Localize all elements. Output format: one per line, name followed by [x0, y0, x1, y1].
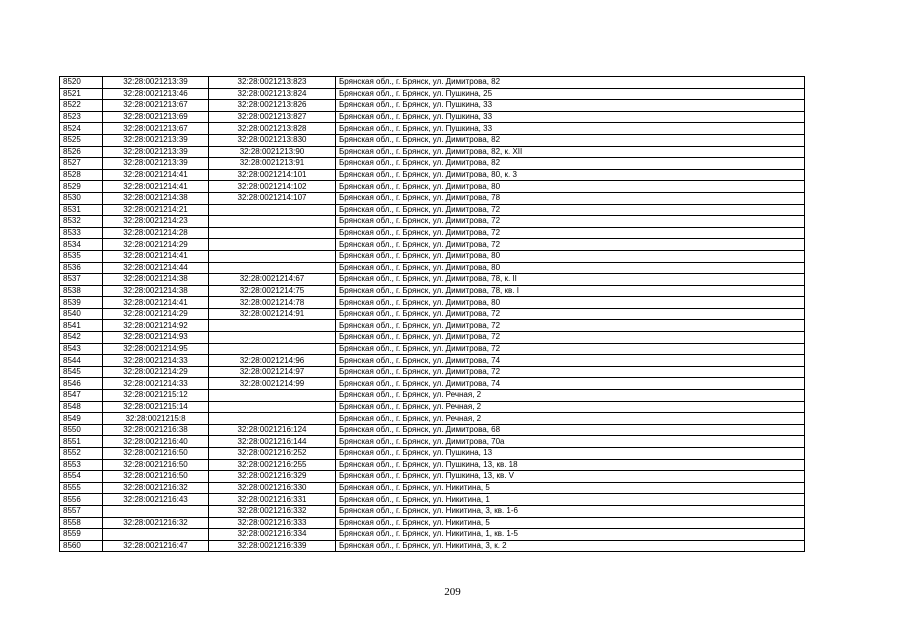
cadastral-object-cell: 32:28:0021216:333 — [209, 517, 336, 529]
table-row — [60, 448, 805, 460]
row-number-cell: 8549 — [60, 413, 103, 425]
cadastral-object-cell: 32:28:0021213:826 — [209, 100, 336, 112]
cadastral-parcel-cell: 32:28:0021214:33 — [103, 355, 209, 367]
address-cell: Брянская обл., г. Брянск, ул. Пушкина, 13, кв. 18 — [336, 459, 805, 471]
row-number-cell: 8536 — [60, 262, 103, 274]
row-number-cell: 8525 — [60, 134, 103, 146]
address-cell: Брянская обл., г. Брянск, ул. Димитрова, 82, к. XII — [336, 146, 805, 158]
cadastral-object-cell: 32:28:0021214:101 — [209, 169, 336, 181]
address-cell: Брянская обл., г. Брянск, ул. Никитина, 1 — [336, 494, 805, 506]
address-cell: Брянская обл., г. Брянск, ул. Димитрова, 74 — [336, 355, 805, 367]
row-number-cell: 8552 — [60, 448, 103, 460]
cadastral-parcel-cell: 32:28:0021213:39 — [103, 77, 209, 89]
cadastral-object-cell — [209, 390, 336, 402]
address-cell: Брянская обл., г. Брянск, ул. Димитрова, 72 — [336, 308, 805, 320]
row-number-cell: 8534 — [60, 239, 103, 251]
cadastral-object-cell: 32:28:0021216:124 — [209, 424, 336, 436]
cadastral-object-cell — [209, 401, 336, 413]
table-row — [60, 517, 805, 529]
row-number-cell: 8523 — [60, 111, 103, 123]
table-row — [60, 88, 805, 100]
cadastral-parcel-cell: 32:28:0021214:44 — [103, 262, 209, 274]
address-cell: Брянская обл., г. Брянск, ул. Димитрова, 78, к. II — [336, 274, 805, 286]
row-number-cell: 8533 — [60, 227, 103, 239]
address-cell: Брянская обл., г. Брянск, ул. Димитрова, 82 — [336, 134, 805, 146]
table-row — [60, 111, 805, 123]
cadastral-object-cell: 32:28:0021214:67 — [209, 274, 336, 286]
cadastral-parcel-cell: 32:28:0021213:39 — [103, 158, 209, 170]
row-number-cell: 8535 — [60, 250, 103, 262]
table-row — [60, 401, 805, 413]
table-row — [60, 158, 805, 170]
cadastral-parcel-cell: 32:28:0021214:33 — [103, 378, 209, 390]
cadastral-parcel-cell: 32:28:0021214:29 — [103, 239, 209, 251]
cadastral-object-cell — [209, 216, 336, 228]
table-row — [60, 192, 805, 204]
cadastral-object-cell — [209, 250, 336, 262]
row-number-cell: 8541 — [60, 320, 103, 332]
cadastral-object-cell: 32:28:0021216:252 — [209, 448, 336, 460]
cadastral-parcel-cell: 32:28:0021213:67 — [103, 100, 209, 112]
cadastral-object-cell: 32:28:0021213:827 — [209, 111, 336, 123]
cadastral-parcel-cell: 32:28:0021216:32 — [103, 517, 209, 529]
row-number-cell: 8555 — [60, 482, 103, 494]
address-cell: Брянская обл., г. Брянск, ул. Димитрова, 72 — [336, 343, 805, 355]
address-cell: Брянская обл., г. Брянск, ул. Никитина, 1, кв. 1-5 — [336, 529, 805, 541]
cadastral-parcel-cell: 32:28:0021214:95 — [103, 343, 209, 355]
row-number-cell: 8560 — [60, 540, 103, 552]
cadastral-object-cell — [209, 262, 336, 274]
cadastral-object-cell: 32:28:0021213:91 — [209, 158, 336, 170]
cadastral-object-cell: 32:28:0021216:332 — [209, 505, 336, 517]
table-row — [60, 77, 805, 89]
row-number-cell: 8530 — [60, 192, 103, 204]
cadastral-object-cell: 32:28:0021213:90 — [209, 146, 336, 158]
table-row — [60, 285, 805, 297]
cadastral-parcel-cell: 32:28:0021214:41 — [103, 297, 209, 309]
row-number-cell: 8529 — [60, 181, 103, 193]
cadastral-object-cell: 32:28:0021216:334 — [209, 529, 336, 541]
cadastral-object-cell — [209, 332, 336, 344]
table-row — [60, 390, 805, 402]
cadastral-object-cell: 32:28:0021214:75 — [209, 285, 336, 297]
cadastral-parcel-cell: 32:28:0021216:50 — [103, 459, 209, 471]
cadastral-parcel-cell: 32:28:0021214:41 — [103, 169, 209, 181]
table-row — [60, 320, 805, 332]
cadastral-parcel-cell: 32:28:0021216:50 — [103, 448, 209, 460]
row-number-cell: 8548 — [60, 401, 103, 413]
cadastral-object-cell — [209, 239, 336, 251]
row-number-cell: 8550 — [60, 424, 103, 436]
cadastral-parcel-cell: 32:28:0021214:29 — [103, 308, 209, 320]
cadastral-object-cell — [209, 320, 336, 332]
cadastral-object-cell: 32:28:0021216:255 — [209, 459, 336, 471]
cadastral-parcel-cell: 32:28:0021216:43 — [103, 494, 209, 506]
table-row — [60, 529, 805, 541]
address-cell: Брянская обл., г. Брянск, ул. Никитина, 5 — [336, 482, 805, 494]
cadastral-object-cell: 32:28:0021213:828 — [209, 123, 336, 135]
row-number-cell: 8521 — [60, 88, 103, 100]
address-cell: Брянская обл., г. Брянск, ул. Димитрова, 72 — [336, 227, 805, 239]
row-number-cell: 8528 — [60, 169, 103, 181]
cadastral-parcel-cell: 32:28:0021213:67 — [103, 123, 209, 135]
cadastral-parcel-cell: 32:28:0021215:14 — [103, 401, 209, 413]
table-row — [60, 424, 805, 436]
table-row — [60, 413, 805, 425]
address-cell: Брянская обл., г. Брянск, ул. Димитрова, 82 — [336, 77, 805, 89]
address-cell: Брянская обл., г. Брянск, ул. Димитрова, 80 — [336, 250, 805, 262]
table-row — [60, 459, 805, 471]
address-cell: Брянская обл., г. Брянск, ул. Речная, 2 — [336, 401, 805, 413]
address-cell: Брянская обл., г. Брянск, ул. Димитрова, 72 — [336, 239, 805, 251]
cadastral-object-cell: 32:28:0021216:330 — [209, 482, 336, 494]
table-row — [60, 494, 805, 506]
address-cell: Брянская обл., г. Брянск, ул. Димитрова, 70а — [336, 436, 805, 448]
cadastral-parcel-cell: 32:28:0021213:69 — [103, 111, 209, 123]
table-row — [60, 239, 805, 251]
cadastral-parcel-cell: 32:28:0021216:50 — [103, 471, 209, 483]
cadastral-parcel-cell: 32:28:0021214:21 — [103, 204, 209, 216]
row-number-cell: 8546 — [60, 378, 103, 390]
cadastral-object-cell: 32:28:0021214:107 — [209, 192, 336, 204]
table-row — [60, 169, 805, 181]
cadastral-parcel-cell: 32:28:0021216:38 — [103, 424, 209, 436]
row-number-cell: 8527 — [60, 158, 103, 170]
address-cell: Брянская обл., г. Брянск, ул. Димитрова, 78, кв. I — [336, 285, 805, 297]
table-row — [60, 134, 805, 146]
cadastral-object-cell: 32:28:0021214:91 — [209, 308, 336, 320]
cadastral-parcel-cell: 32:28:0021214:23 — [103, 216, 209, 228]
row-number-cell: 8526 — [60, 146, 103, 158]
cadastral-parcel-cell: 32:28:0021214:92 — [103, 320, 209, 332]
cadastral-object-cell: 32:28:0021214:96 — [209, 355, 336, 367]
table-row — [60, 146, 805, 158]
cadastral-object-cell: 32:28:0021214:102 — [209, 181, 336, 193]
address-cell: Брянская обл., г. Брянск, ул. Димитрова, 68 — [336, 424, 805, 436]
table-row — [60, 250, 805, 262]
table-row — [60, 378, 805, 390]
row-number-cell: 8547 — [60, 390, 103, 402]
table-row — [60, 181, 805, 193]
table-row — [60, 343, 805, 355]
table-row — [60, 482, 805, 494]
address-cell: Брянская обл., г. Брянск, ул. Пушкина, 33 — [336, 100, 805, 112]
table-row — [60, 297, 805, 309]
row-number-cell: 8557 — [60, 505, 103, 517]
address-cell: Брянская обл., г. Брянск, ул. Димитрова, 80 — [336, 181, 805, 193]
cadastral-parcel-cell: 32:28:0021215:12 — [103, 390, 209, 402]
cadastral-object-cell: 32:28:0021216:329 — [209, 471, 336, 483]
address-cell: Брянская обл., г. Брянск, ул. Димитрова, 72 — [336, 216, 805, 228]
cadastral-object-cell: 32:28:0021214:97 — [209, 366, 336, 378]
row-number-cell: 8539 — [60, 297, 103, 309]
cadastral-parcel-cell: 32:28:0021213:46 — [103, 88, 209, 100]
table-row — [60, 274, 805, 286]
table-row — [60, 227, 805, 239]
cadastral-object-cell: 32:28:0021213:823 — [209, 77, 336, 89]
table-row — [60, 216, 805, 228]
table-row — [60, 100, 805, 112]
cadastral-object-cell — [209, 343, 336, 355]
address-cell: Брянская обл., г. Брянск, ул. Пушкина, 25 — [336, 88, 805, 100]
row-number-cell: 8559 — [60, 529, 103, 541]
address-cell: Брянская обл., г. Брянск, ул. Димитрова, 80 — [336, 297, 805, 309]
cadastral-parcel-cell: 32:28:0021214:38 — [103, 285, 209, 297]
cadastral-parcel-cell: 32:28:0021213:39 — [103, 134, 209, 146]
cadastral-object-cell: 32:28:0021214:78 — [209, 297, 336, 309]
cadastral-parcel-cell: 32:28:0021213:39 — [103, 146, 209, 158]
cadastral-parcel-cell: 32:28:0021216:32 — [103, 482, 209, 494]
table-row — [60, 505, 805, 517]
address-cell: Брянская обл., г. Брянск, ул. Никитина, 5 — [336, 517, 805, 529]
table-row — [60, 436, 805, 448]
table-row — [60, 262, 805, 274]
row-number-cell: 8545 — [60, 366, 103, 378]
row-number-cell: 8524 — [60, 123, 103, 135]
row-number-cell: 8538 — [60, 285, 103, 297]
row-number-cell: 8532 — [60, 216, 103, 228]
cadastral-parcel-cell: 32:28:0021214:29 — [103, 366, 209, 378]
address-cell: Брянская обл., г. Брянск, ул. Речная, 2 — [336, 413, 805, 425]
cadastral-parcel-cell: 32:28:0021216:47 — [103, 540, 209, 552]
cadastral-parcel-cell: 32:28:0021214:93 — [103, 332, 209, 344]
cadastral-table — [59, 76, 805, 552]
row-number-cell: 8554 — [60, 471, 103, 483]
cadastral-parcel-cell: 32:28:0021214:28 — [103, 227, 209, 239]
address-cell: Брянская обл., г. Брянск, ул. Димитрова, 80 — [336, 262, 805, 274]
address-cell: Брянская обл., г. Брянск, ул. Димитрова, 74 — [336, 378, 805, 390]
row-number-cell: 8531 — [60, 204, 103, 216]
cadastral-parcel-cell: 32:28:0021215:8 — [103, 413, 209, 425]
cadastral-parcel-cell: 32:28:0021214:38 — [103, 192, 209, 204]
table-row — [60, 355, 805, 367]
cadastral-parcel-cell — [103, 529, 209, 541]
table-row — [60, 471, 805, 483]
address-cell: Брянская обл., г. Брянск, ул. Димитрова, 78 — [336, 192, 805, 204]
address-cell: Брянская обл., г. Брянск, ул. Димитрова, 82 — [336, 158, 805, 170]
address-cell: Брянская обл., г. Брянск, ул. Никитина, 3, кв. 1-6 — [336, 505, 805, 517]
row-number-cell: 8556 — [60, 494, 103, 506]
cadastral-object-cell — [209, 227, 336, 239]
row-number-cell: 8522 — [60, 100, 103, 112]
row-number-cell: 8520 — [60, 77, 103, 89]
address-cell: Брянская обл., г. Брянск, ул. Пушкина, 13 — [336, 448, 805, 460]
address-cell: Брянская обл., г. Брянск, ул. Речная, 2 — [336, 390, 805, 402]
address-cell: Брянская обл., г. Брянск, ул. Пушкина, 33 — [336, 123, 805, 135]
row-number-cell: 8544 — [60, 355, 103, 367]
cadastral-parcel-cell: 32:28:0021214:38 — [103, 274, 209, 286]
table-row — [60, 366, 805, 378]
table-body — [60, 77, 805, 552]
cadastral-object-cell: 32:28:0021216:339 — [209, 540, 336, 552]
cadastral-object-cell: 32:28:0021213:824 — [209, 88, 336, 100]
cadastral-parcel-cell — [103, 505, 209, 517]
address-cell: Брянская обл., г. Брянск, ул. Димитрова, 72 — [336, 332, 805, 344]
page-number: 209 — [444, 586, 461, 598]
row-number-cell: 8537 — [60, 274, 103, 286]
address-cell: Брянская обл., г. Брянск, ул. Димитрова, 72 — [336, 204, 805, 216]
address-cell: Брянская обл., г. Брянск, ул. Никитина, 3, к. 2 — [336, 540, 805, 552]
table-row — [60, 308, 805, 320]
row-number-cell: 8551 — [60, 436, 103, 448]
table-row — [60, 332, 805, 344]
cadastral-parcel-cell: 32:28:0021216:40 — [103, 436, 209, 448]
table-row — [60, 123, 805, 135]
address-cell: Брянская обл., г. Брянск, ул. Димитрова, 72 — [336, 366, 805, 378]
cadastral-object-cell — [209, 413, 336, 425]
address-cell: Брянская обл., г. Брянск, ул. Димитрова, 80, к. 3 — [336, 169, 805, 181]
cadastral-object-cell: 32:28:0021213:830 — [209, 134, 336, 146]
row-number-cell: 8543 — [60, 343, 103, 355]
address-cell: Брянская обл., г. Брянск, ул. Димитрова, 72 — [336, 320, 805, 332]
address-cell: Брянская обл., г. Брянск, ул. Пушкина, 33 — [336, 111, 805, 123]
cadastral-parcel-cell: 32:28:0021214:41 — [103, 181, 209, 193]
row-number-cell: 8542 — [60, 332, 103, 344]
table-row — [60, 540, 805, 552]
row-number-cell: 8540 — [60, 308, 103, 320]
row-number-cell: 8558 — [60, 517, 103, 529]
cadastral-object-cell: 32:28:0021216:144 — [209, 436, 336, 448]
cadastral-object-cell: 32:28:0021214:99 — [209, 378, 336, 390]
address-cell: Брянская обл., г. Брянск, ул. Пушкина, 13, кв. V — [336, 471, 805, 483]
table-row — [60, 204, 805, 216]
cadastral-parcel-cell: 32:28:0021214:41 — [103, 250, 209, 262]
row-number-cell: 8553 — [60, 459, 103, 471]
cadastral-object-cell: 32:28:0021216:331 — [209, 494, 336, 506]
cadastral-object-cell — [209, 204, 336, 216]
